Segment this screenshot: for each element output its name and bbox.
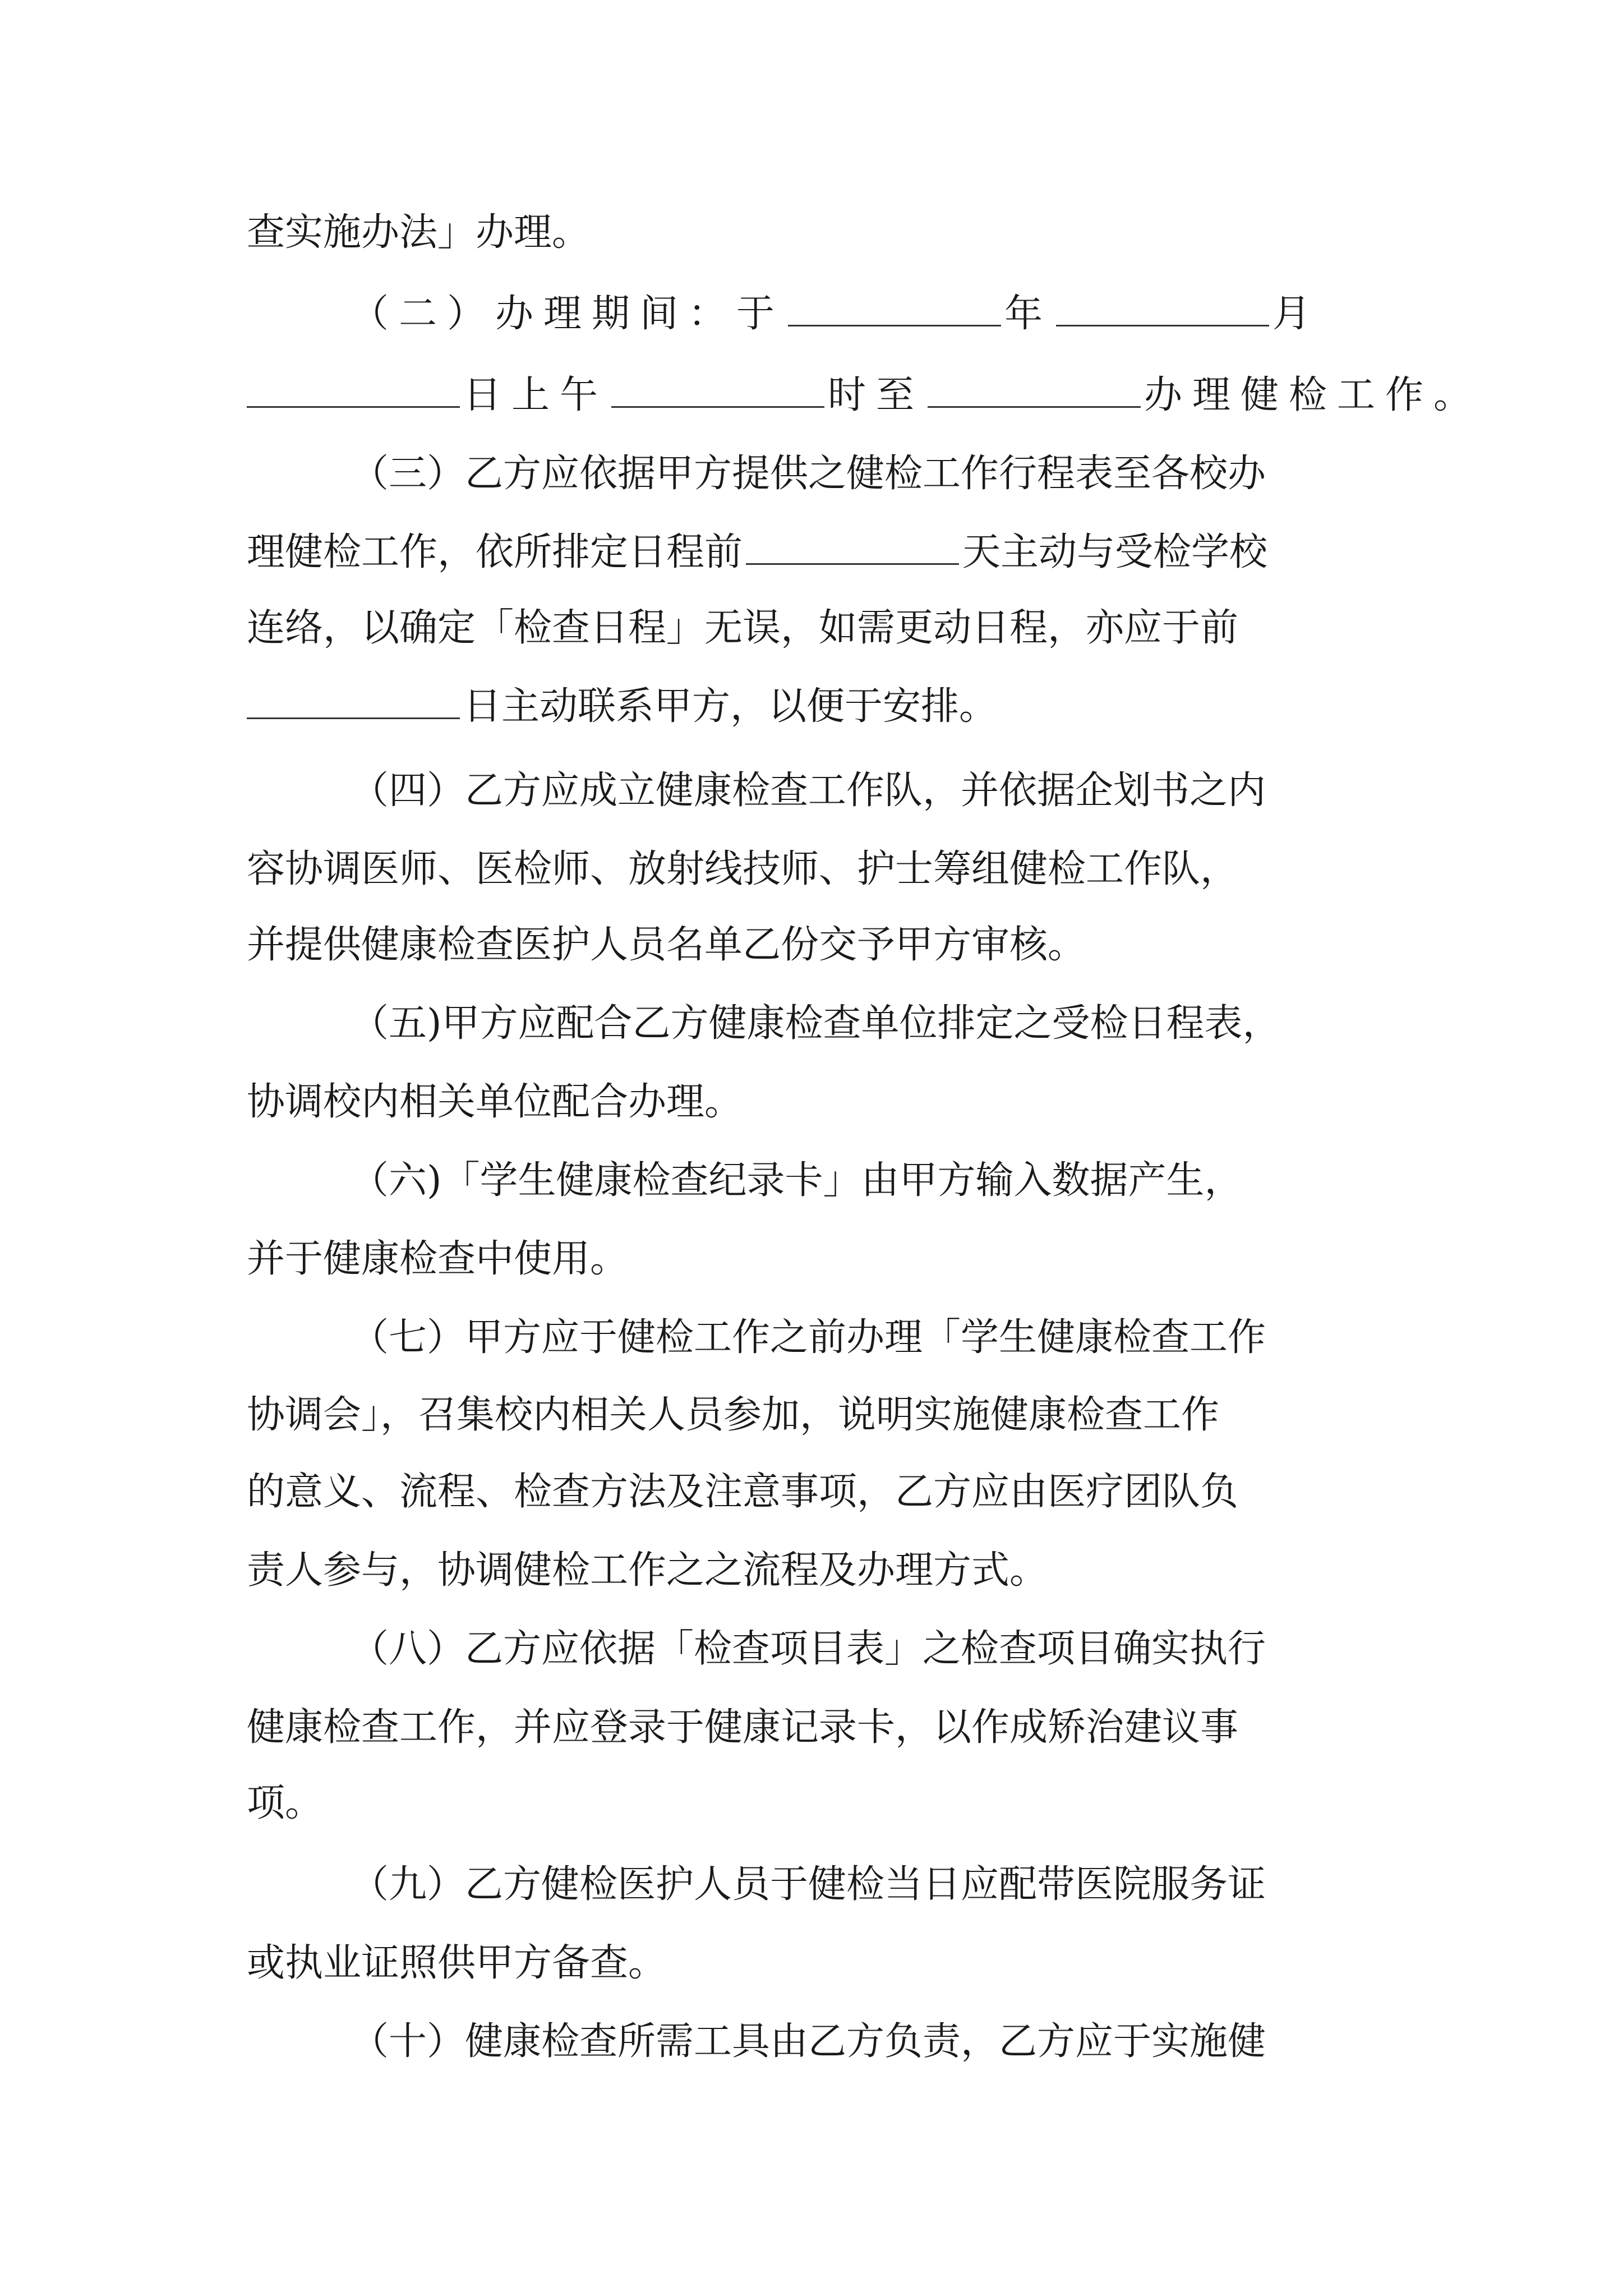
- text-line: [247, 682, 997, 732]
- text-segment: 天主动与受检学校: [962, 530, 1268, 574]
- text-line: [247, 527, 1267, 578]
- text-line: 查实施办法」办理。: [247, 210, 591, 255]
- text-line: （十）健康检查所需工具由乙方负责，乙方应于实施健: [351, 2019, 1266, 2064]
- text-line: 或执业证照供甲方备查。: [247, 1941, 667, 1985]
- text-segment: 理健检工作，依所排定日程前: [247, 530, 743, 574]
- text-segment: 月: [1272, 292, 1321, 336]
- text-segment: 年: [1004, 292, 1053, 336]
- text-segment: 日主动联系甲方，以便于安排。: [463, 684, 998, 729]
- text-line: 容协调医师、医检师、放射线技师、护士筹组健检工作队，: [247, 847, 1239, 891]
- fill-in-blank[interactable]: [1056, 292, 1269, 326]
- text-line: 项。: [247, 1781, 324, 1825]
- fill-in-blank[interactable]: [247, 685, 460, 719]
- text-line: 的意义、流程、检查方法及注意事项，乙方应由医疗团队负: [247, 1470, 1239, 1514]
- text-line: 并提供健康检查医护人员名单乙份交予甲方审核。: [247, 923, 1086, 967]
- fill-in-blank[interactable]: [746, 531, 959, 565]
- fill-in-blank[interactable]: [247, 374, 460, 408]
- text-segment: 日上午: [463, 373, 608, 417]
- text-line: （七）甲方应于健检工作之前办理「学生健康检查工作: [351, 1315, 1266, 1360]
- text-line: 连络，以确定「检查日程」无误，如需更动日程，亦应于前: [247, 606, 1239, 650]
- text-segment: （二）办理期间：于: [351, 292, 785, 336]
- text-line: （四）乙方应成立健康检查工作队，并依据企划书之内: [351, 769, 1266, 813]
- text-line: [351, 289, 1321, 339]
- fill-in-blank[interactable]: [788, 292, 1001, 326]
- text-line: （八）乙方应依据「检查项目表」之检查项目确实执行: [351, 1627, 1266, 1671]
- text-line: （五)甲方应配合乙方健康检查单位排定之受检日程表，: [351, 1001, 1281, 1046]
- text-line: 并于健康检查中使用。: [247, 1237, 629, 1281]
- fill-in-blank[interactable]: [611, 374, 824, 408]
- text-line: （九）乙方健检医护人员于健检当日应配带医院服务证: [351, 1862, 1266, 1907]
- text-segment: 办理健检工作。: [1144, 373, 1482, 417]
- text-line: 协调会」，召集校内相关人员参加，说明实施健康检查工作: [247, 1393, 1220, 1437]
- text-segment: 时至: [828, 373, 925, 417]
- text-line: （六)「学生健康检查纪录卡」由甲方输入数据产生，: [351, 1158, 1243, 1203]
- text-line: 协调校内相关单位配合办理。: [247, 1080, 743, 1124]
- text-line: （三）乙方应依据甲方提供之健检工作行程表至各校办: [351, 452, 1266, 496]
- text-line: 责人参与，协调健检工作之之流程及办理方式。: [247, 1548, 1048, 1593]
- fill-in-blank[interactable]: [928, 374, 1141, 408]
- text-line: [247, 370, 1482, 421]
- text-line: 健康检查工作，并应登录于健康记录卡，以作成矫治建议事: [247, 1705, 1239, 1750]
